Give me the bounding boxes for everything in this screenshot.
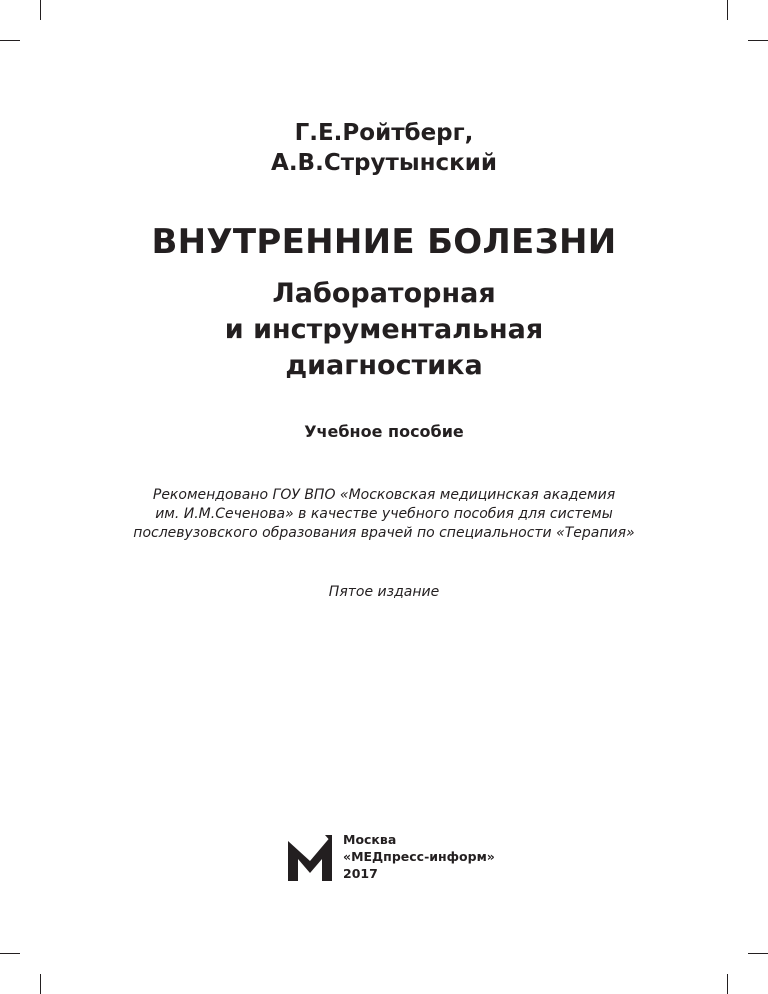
author-name: А.В.Струтынский bbox=[271, 150, 497, 176]
subtitle-line: Лабораторная bbox=[272, 278, 496, 309]
subtitle-line: диагностика bbox=[285, 350, 483, 381]
publisher-name: «МЕДпресс-информ» bbox=[343, 849, 495, 864]
book-title: ВНУТРЕННИЕ БОЛЕЗНИ bbox=[151, 222, 617, 262]
crop-mark-bottom-left-h bbox=[0, 953, 20, 954]
author-name: Г.Е.Ройтберг, bbox=[294, 120, 474, 146]
authors bbox=[0, 118, 768, 178]
medpress-logo-icon bbox=[288, 835, 332, 881]
recommendation-line: послевузовского образования врачей по специальности «Терапия» bbox=[133, 525, 635, 541]
crop-mark-top-left bbox=[40, 0, 41, 20]
crop-mark-bottom-left bbox=[40, 974, 41, 994]
recommendation-line: им. И.М.Сеченова» в качестве учебного пособия для системы bbox=[155, 506, 613, 522]
crop-mark-bottom-right-h bbox=[748, 953, 768, 954]
subtitle-line: и инструментальная bbox=[224, 314, 544, 345]
crop-mark-top-right bbox=[727, 0, 728, 20]
recommendation-line: Рекомендовано ГОУ ВПО «Московская медицинская академия bbox=[152, 487, 616, 503]
publisher-info bbox=[343, 831, 495, 882]
publisher-city: Москва bbox=[343, 832, 397, 847]
crop-mark-top-right-h bbox=[748, 40, 768, 41]
book-subtitle bbox=[0, 276, 768, 384]
book-type: Учебное пособие bbox=[304, 422, 464, 441]
edition-note: Пятое издание bbox=[328, 584, 440, 600]
crop-mark-bottom-right bbox=[727, 974, 728, 994]
crop-mark-top-left-h bbox=[0, 40, 20, 41]
publication-year: 2017 bbox=[343, 866, 378, 881]
recommendation-note bbox=[0, 486, 768, 543]
